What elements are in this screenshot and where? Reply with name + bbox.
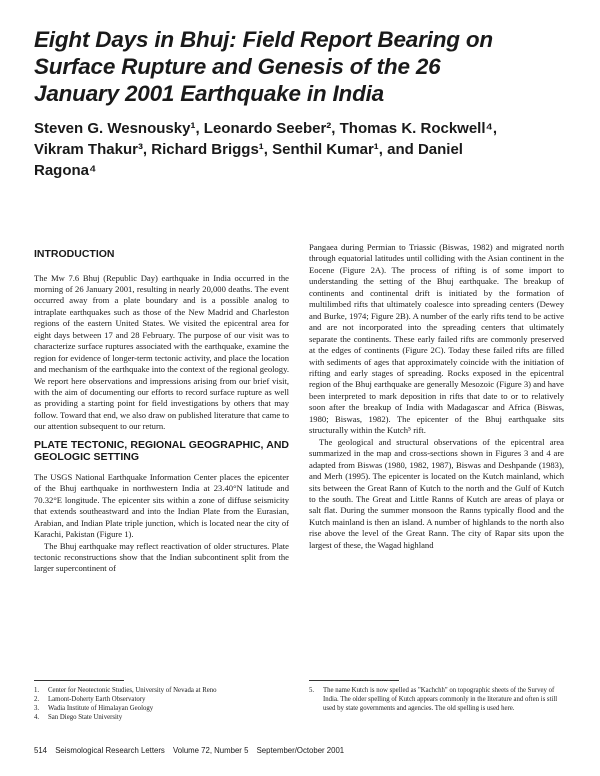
footnote-divider <box>309 680 399 681</box>
page-footer <box>34 746 574 755</box>
body-paragraph: Pangaea during Permian to Triassic (Biswas, 1982) and migrated north through equatorial latitudes until colliding with the Asian continent in the Eocene (Figure 2A). The process of rifting is of some import to understanding the setting of the Bhuj earthquake. The breakup of continents and continental drift is initiated by the formation of multilimbed rifts that ultimately coalesce into spreading centers (Dewey and Burke, 1974; Figure 2B). A number of the early rifts tend to be active and are not incorporated into the spreading centers that ultimately separate the continents. These early failed rifts are commonly preserved at the edges of continents (Figure 2C). Today these failed rifts are filled with sediments of ages that approximately coincide with the initiation of rifting and early stages of spreading. Rocks exposed in the epicentral region of the Bhuj earthquake are generally Mesozoic (Figure 3) and have been interpreted to mark deposition in rifts that date to or to relatively soon after the breakup of India with Madagascar and Africa (Biswas, 1980; Biswas, 1982). The epicenter of the Bhuj earthquake sits structurally within the Kutch⁵ rift. <box>309 242 564 436</box>
footnote-text: The name Kutch is now spelled as "Kachchh" on topographic sheets of the Survey of India. The older spelling of Kutch appears commonly in the literature and often is still used by state governments and agencies. The old spelling is used here. <box>323 687 558 712</box>
issue-date: September/October 2001 <box>256 746 345 755</box>
footnote-text: Lamont-Doherty Earth Observatory <box>48 696 146 703</box>
article-title <box>34 26 574 107</box>
author-line: Ragona⁴ <box>34 162 97 179</box>
footnote <box>34 713 289 722</box>
left-column <box>34 248 289 575</box>
affiliation-footnotes <box>34 686 289 722</box>
right-column <box>309 242 564 551</box>
footnote <box>34 695 289 704</box>
author-line: Vikram Thakur³, Richard Briggs¹, Senthil Kumar¹, and Daniel <box>34 141 463 158</box>
kutch-footnote <box>309 686 564 713</box>
footnote-text: Wadia Institute of Himalayan Geology <box>48 705 154 712</box>
title-line: Surface Rupture and Genesis of the 26 <box>34 54 441 79</box>
body-paragraph: The geological and structural observations of the epicentral area summarized in the map and cross-sections shown in Figures 3 and 4 are adapted from Biswas (1980, 1982, 1987), Biswas and Deshpande (1983), and Merh (1995). The epicenter is located on the Kutch mainland, which sits between the Great Rann of Kutch to the north and the Gulf of Kutch to the south. The Great and Little Ranns of Kutch are areas of playa or salt flat. During the summer monsoon the Ranns typically flood and the Kutch mainland is then an island. A number of highlands to the north also rise above the level of the Great Rann. The city of Rapar sits upon the largest of these, the Wagad highland <box>309 436 564 550</box>
footnote-number: 2. <box>34 696 40 703</box>
journal-name: Seismological Research Letters <box>55 746 165 755</box>
footnote-text: Center for Neotectonic Studies, University of Nevada at Reno <box>48 687 217 694</box>
footnote-number: 1. <box>34 687 40 694</box>
author-list <box>34 118 574 181</box>
page-number: 514 <box>34 746 48 755</box>
footnote-number: 4. <box>34 714 40 721</box>
footnote <box>34 704 289 713</box>
section-heading-introduction: INTRODUCTION <box>34 248 115 260</box>
footnote <box>309 686 564 713</box>
setting-paragraph: The Bhuj earthquake may reflect reactivation of older structures. Plate tectonic reconstructions show that the Indian subcontinent split from the larger supercontinent of <box>34 540 289 574</box>
footnote <box>34 686 289 695</box>
title-line: January 2001 Earthquake in India <box>34 81 384 106</box>
section-heading-setting: PLATE TECTONIC, REGIONAL GEOGRAPHIC, AND GEOLOGIC SETTING <box>34 438 289 464</box>
author-line: Steven G. Wesnousky¹, Leonardo Seeber², Thomas K. Rockwell⁴, <box>34 120 498 137</box>
footnote-text: San Diego State University <box>48 714 123 721</box>
title-line: Eight Days in Bhuj: Field Report Bearing on <box>34 27 493 52</box>
footnote-divider <box>34 680 124 681</box>
setting-paragraph: The USGS National Earthquake Information Center places the epicenter of the Bhuj earthquake in northwestern India at 23.40°N latitude and 70.32°E longitude. The epicenter sits within a zone of diffuse seismicity that extends southeastward and into the Indian Plate from the Eurasian, Arabian, and Indian Plate triple junction, which is located near the city of Karachi, Pakistan (Figure 1). <box>34 471 289 540</box>
footnote-number: 5. <box>309 687 315 694</box>
footnote-number: 3. <box>34 705 40 712</box>
intro-paragraph: The Mw 7.6 Bhuj (Republic Day) earthquake in India occurred in the morning of 26 January 2001, resulting in nearly 20,000 deaths. The event occurred away from a plate boundary and is a possible analog to intraplate earthquakes such as those of the New Madrid and Charleston regions of the eastern United States. We visited the epicentral area for eight days between 17 and 28 February. The purpose of our visit was to characterize surface ruptures associated with the earthquake, examine the region for evidence of longer-term tectonic activity, and place the location and mechanism of the earthquake into the context of the regional geology. We report here observations and impressions arising from our brief visit, with the aim of documenting our efforts to record surface rupture as well as providing a starting point for field investigations by others that may follow. Toward that end, we also draw on published literature that came to our attention subsequent to our return. <box>34 272 289 432</box>
volume-info: Volume 72, Number 5 <box>173 746 249 755</box>
